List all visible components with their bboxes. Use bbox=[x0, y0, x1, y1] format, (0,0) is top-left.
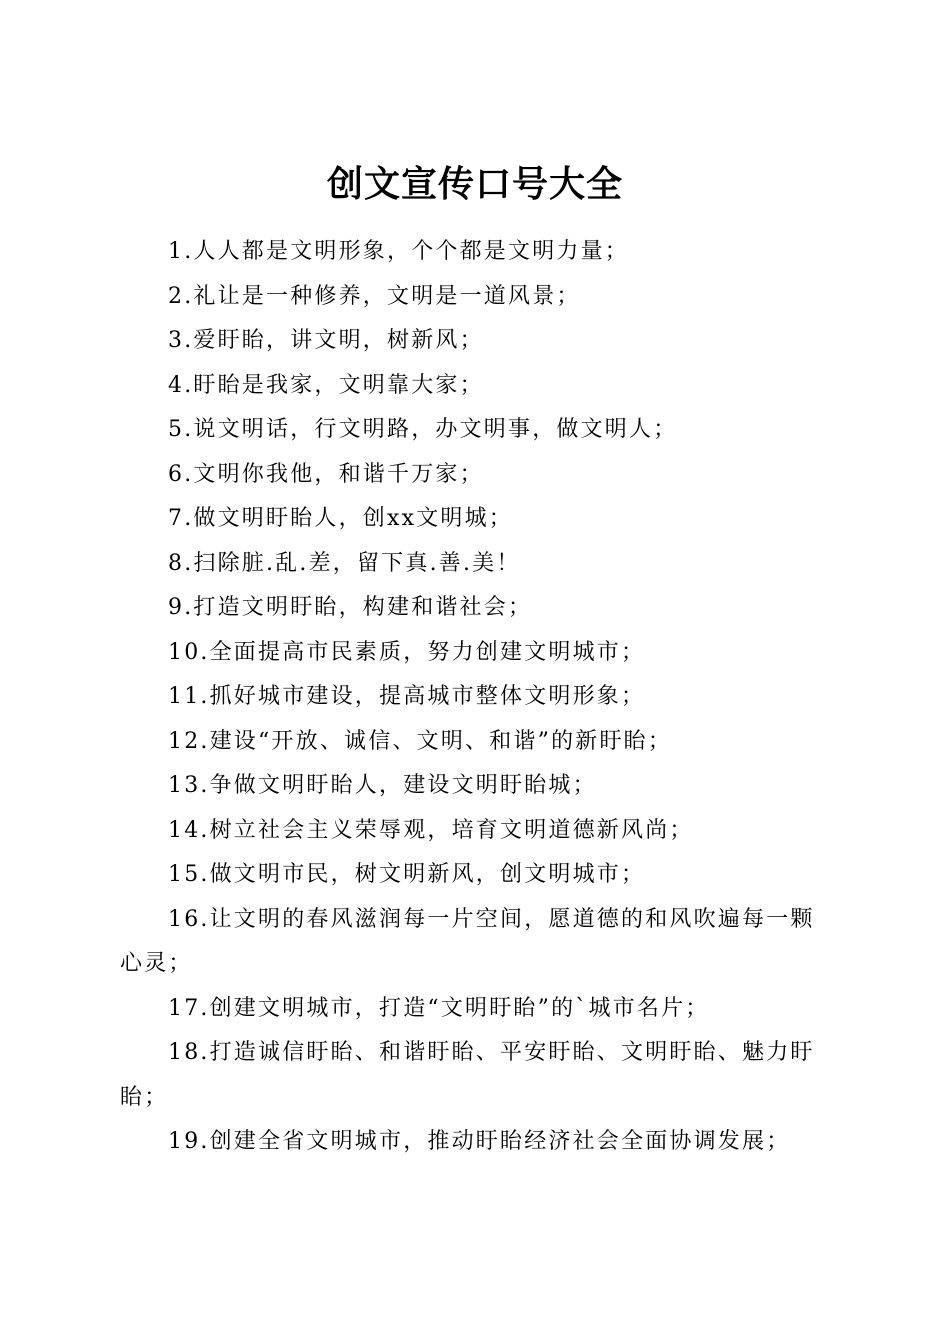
slogan-item: 12.建设“开放、诚信、文明、和谐”的新盱眙； bbox=[168, 728, 673, 754]
slogan-item: 6.文明你我他，和谐千万家； bbox=[168, 461, 484, 487]
slogan-item: 8.扫除脏.乱.差，留下真.善.美！ bbox=[168, 550, 521, 576]
document-title: 创文宣传口号大全 bbox=[326, 163, 623, 206]
slogan-item: 18.打造诚信盱眙、和谐盱眙、平安盱眙、文明盱眙、魅力盱眙； bbox=[120, 1040, 815, 1110]
slogan-item: 5.说文明话，行文明路，办文明事，做文明人； bbox=[168, 417, 678, 442]
slogan-item: 14.树立社会主义荣辱观，培育文明道德新风尚； bbox=[168, 817, 694, 843]
slogan-item: 10.全面提高市民素质，努力创建文明城市； bbox=[168, 639, 646, 665]
slogan-item: 19.创建全省文明城市，推动盱眙经济社会全面协调发展； bbox=[168, 1129, 791, 1154]
slogan-item: 11.抓好城市建设，提高城市整体文明形象； bbox=[168, 684, 646, 709]
slogan-item: 2.礼让是一种修养，文明是一道风景； bbox=[168, 283, 581, 309]
slogan-item: 4.盱眙是我家，文明靠大家； bbox=[168, 372, 484, 398]
slogan-item: 13.争做文明盱眙人，建设文明盱眙城； bbox=[168, 773, 597, 798]
slogan-item: 7.做文明盱眙人，创xx文明城； bbox=[168, 506, 514, 531]
slogan-item: 1.人人都是文明形象，个个都是文明力量； bbox=[168, 239, 629, 264]
slogan-item: 16.让文明的春风滋润每一片空间，愿道德的和风吹遍每一颗心灵； bbox=[120, 906, 815, 976]
slogan-item: 15.做文明市民，树文明新风，创文明城市； bbox=[168, 862, 646, 887]
slogan-item: 9.打造文明盱眙，构建和谐社会； bbox=[168, 595, 533, 620]
slogan-item: 3.爱盱眙，讲文明，树新风； bbox=[168, 328, 484, 353]
slogan-list bbox=[120, 230, 825, 1165]
slogan-item: 17.创建文明城市，打造“文明盱眙”的`城市名片； bbox=[168, 995, 710, 1021]
